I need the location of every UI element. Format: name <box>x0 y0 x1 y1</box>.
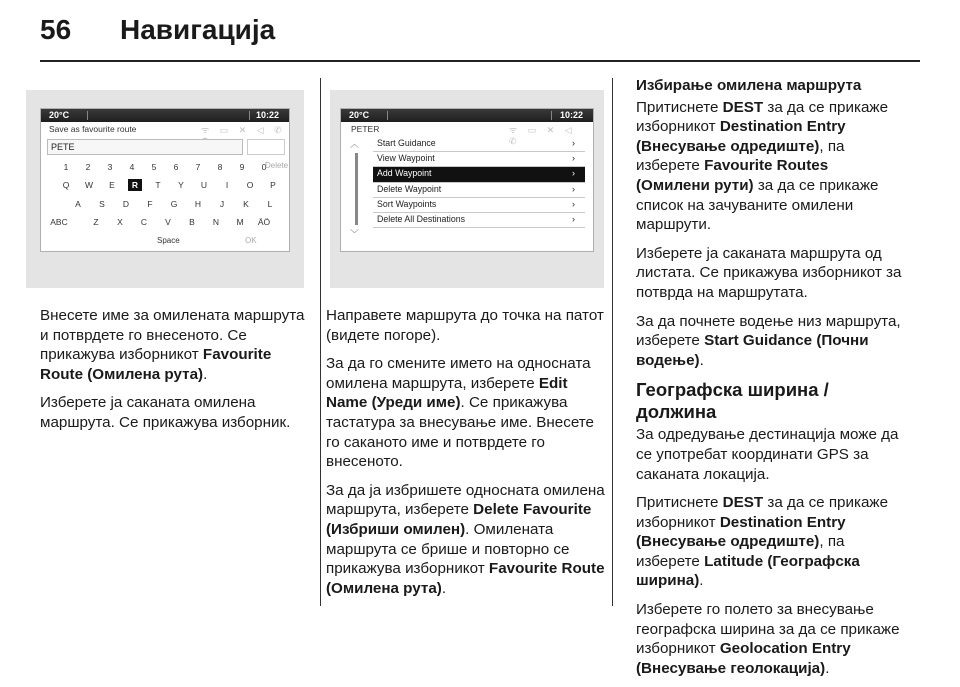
keyboard-key[interactable]: ABC <box>50 217 68 227</box>
menu-item-label: Delete All Destinations <box>377 213 466 224</box>
text: . <box>825 659 830 677</box>
keyboard-key[interactable]: W <box>84 180 94 190</box>
paragraph <box>326 481 606 599</box>
paragraph: За одредување дестинација може да се употребат координати GPS за саканата локација. <box>636 426 899 483</box>
keyboard-key[interactable]: 3 <box>107 162 113 172</box>
column-divider-2 <box>612 78 613 606</box>
display-screen <box>40 108 290 252</box>
name-input-value: PETE <box>51 142 75 152</box>
menu-item[interactable] <box>373 137 585 152</box>
text: Притиснете <box>636 494 723 512</box>
status-bar <box>341 109 593 122</box>
paragraph: Изберете ја саканата омилена маршрута. Се прикажува изборник. <box>40 394 291 431</box>
keyboard-key[interactable]: F <box>147 199 153 209</box>
column-1 <box>40 306 316 442</box>
column-3 <box>636 76 902 687</box>
text: , па изберете <box>636 533 845 570</box>
keyboard-key[interactable]: E <box>109 180 115 190</box>
keyboard-key[interactable]: I <box>225 180 229 190</box>
section-heading: Избирање омилена маршрута <box>636 77 862 94</box>
keyboard-key[interactable]: J <box>219 199 225 209</box>
key-term: DEST <box>722 494 764 512</box>
column-divider-1 <box>320 78 321 606</box>
screen-title: Save as favourite route <box>49 124 137 134</box>
paragraph: Направете маршрута до точка на патот (видете погоре). <box>326 307 604 344</box>
paragraph <box>636 98 902 235</box>
paragraph <box>40 306 316 384</box>
clock: 10:22 <box>559 110 583 120</box>
keyboard-key[interactable]: 8 <box>217 162 223 172</box>
text: Внесете име за омилената маршрута и потврдете го внесеното. Се прикажува изборникот <box>40 307 305 364</box>
name-input[interactable] <box>47 139 243 155</box>
screenshot-waypoint-menu <box>330 90 604 288</box>
ok-key[interactable]: OK <box>245 236 257 245</box>
keyboard-key[interactable]: O <box>246 180 254 190</box>
text: . <box>699 572 704 590</box>
keyboard-key[interactable]: K <box>243 199 249 209</box>
text: За да го смените името на односната омилена маршрута, изберете <box>326 355 591 392</box>
keyboard-key[interactable]: 1 <box>63 162 69 172</box>
text: Притиснете <box>636 98 723 116</box>
menu-term: Destination Entry (Внесување одредиште) <box>636 513 846 551</box>
status-divider <box>551 111 552 120</box>
keyboard-key[interactable]: Y <box>178 180 184 190</box>
screenshot-keyboard <box>26 90 304 288</box>
status-divider <box>87 111 88 120</box>
keyboard-key[interactable]: 7 <box>195 162 201 172</box>
keyboard-key[interactable]: B <box>189 217 195 227</box>
keyboard-key[interactable]: L <box>267 199 273 209</box>
page-title: Навигација <box>120 14 276 45</box>
keyboard-key[interactable]: R <box>128 179 142 191</box>
status-icons: ᯤ ▭ ✕ ◁ ✆ <box>509 125 576 146</box>
menu-item[interactable] <box>373 152 585 167</box>
text: , па изберете <box>636 137 845 175</box>
text: За да ја избришете односната омилена маршрута, изберете <box>326 481 605 519</box>
temperature: 20°C <box>49 110 70 120</box>
menu-term: Delete Favourite (Избриши омилен) <box>326 501 592 538</box>
keyboard-key[interactable]: 6 <box>173 162 179 172</box>
menu-term: Favourite Routes (Омилени рути) <box>636 157 829 194</box>
text: за да се прикаже список на зачуваните омилени маршрути. <box>636 176 879 234</box>
text: Изберете го полето за внесување географска ширина за да се прикаже изборникот <box>636 601 900 658</box>
chevron-right-icon: › <box>572 198 575 209</box>
keyboard-key[interactable]: T <box>155 180 161 190</box>
menu-item[interactable] <box>373 198 585 213</box>
screen-title: PETER <box>351 124 380 134</box>
text: . Омилената маршрута се брише и повторно се прикажува изборникот <box>326 520 570 578</box>
chevron-right-icon: › <box>572 153 575 164</box>
paragraph <box>636 312 902 371</box>
waypoint-menu <box>373 137 585 228</box>
menu-term: Edit Name (Уреди име) <box>326 374 568 412</box>
paragraph <box>636 600 902 678</box>
text: за да се прикаже изборникот <box>636 98 889 136</box>
menu-item[interactable] <box>373 213 585 228</box>
scroll-down-icon[interactable]: ﹀ <box>350 229 360 239</box>
section-heading: Географска ширина / должина <box>636 379 829 423</box>
keyboard-key[interactable]: V <box>165 217 171 227</box>
menu-item[interactable] <box>373 167 585 182</box>
header-rule <box>40 60 920 62</box>
keyboard-key[interactable]: 4 <box>129 162 135 172</box>
menu-item-label: View Waypoint <box>377 153 435 164</box>
menu-item[interactable] <box>373 183 585 198</box>
status-divider <box>249 111 250 120</box>
chevron-right-icon: › <box>572 213 575 224</box>
menu-term: Start Guidance (Почни водење) <box>636 332 869 369</box>
text: за да се прикаже изборникот <box>636 494 889 531</box>
menu-term: Favourite Route (Омилена рута) <box>326 560 605 597</box>
keyboard-key[interactable]: Z <box>93 217 99 227</box>
menu-item-label: Sort Waypoints <box>377 198 437 209</box>
paragraph: Изберете ја саканата маршрута од листата. Се прикажува изборникот за потврда на маршрутата. <box>636 244 902 301</box>
status-icons: ᯤ ▭ ✕ ◁ ✆ <box>201 125 286 135</box>
keyboard-key[interactable]: D <box>122 199 130 209</box>
keyboard-key[interactable]: U <box>200 180 208 190</box>
keyboard-key[interactable]: C <box>140 217 148 227</box>
text: . <box>203 365 208 383</box>
text: . <box>699 351 704 369</box>
keyboard-key[interactable]: S <box>99 199 105 209</box>
scroll-up-icon[interactable]: ︿ <box>350 139 360 149</box>
menu-term: Geolocation Entry (Внесување геолокација) <box>636 640 851 677</box>
keyboard-key[interactable]: ÄÖ <box>257 217 271 227</box>
paragraph <box>636 493 902 591</box>
keyboard-key[interactable]: 9 <box>239 162 245 172</box>
column-2 <box>326 306 606 607</box>
paragraph <box>326 354 606 472</box>
keyboard-key[interactable]: Q <box>62 180 70 190</box>
menu-item-label: Add Waypoint <box>377 168 432 179</box>
menu-item-label: Delete Waypoint <box>377 183 442 194</box>
keyboard-key[interactable]: P <box>270 180 276 190</box>
keyboard-key[interactable]: 0 <box>261 162 267 172</box>
input-right-box <box>247 139 285 155</box>
menu-term: Destination Entry (Внесување одредиште) <box>636 118 846 155</box>
text: . Се прикажува тастатура за внесување име. Внесете го саканото име и потврдете го внесеното. <box>326 394 594 471</box>
chevron-right-icon: › <box>572 138 575 148</box>
menu-term: Favourite Route (Омилена рута) <box>40 346 272 383</box>
status-divider <box>387 111 388 120</box>
clock: 10:22 <box>255 110 279 120</box>
keyboard-key[interactable]: 5 <box>151 162 157 172</box>
page-number: 56 <box>40 14 72 45</box>
keyboard-key[interactable]: G <box>170 199 178 209</box>
display-screen <box>340 108 594 252</box>
space-key[interactable]: Space <box>157 236 180 245</box>
chevron-right-icon: › <box>572 168 575 179</box>
keyboard-key[interactable]: A <box>75 199 81 209</box>
scrollbar[interactable] <box>355 153 358 225</box>
chevron-right-icon: › <box>572 183 575 194</box>
delete-key[interactable]: Delete <box>265 161 289 170</box>
menu-term: Latitude (Географска ширина) <box>636 552 860 590</box>
keyboard-key[interactable]: M <box>236 217 244 227</box>
keyboard-key[interactable]: N <box>212 217 220 227</box>
text: . <box>441 579 447 597</box>
keyboard-key[interactable]: H <box>194 199 202 209</box>
key-term: DEST <box>722 98 764 116</box>
menu-item-label: Start Guidance <box>377 138 436 148</box>
keyboard-key[interactable]: X <box>117 217 123 227</box>
keyboard-key[interactable]: 2 <box>85 162 91 172</box>
temperature: 20°C <box>349 110 370 120</box>
status-bar <box>41 109 289 122</box>
text: За да почнете водење низ маршрута, изберете <box>636 312 901 350</box>
